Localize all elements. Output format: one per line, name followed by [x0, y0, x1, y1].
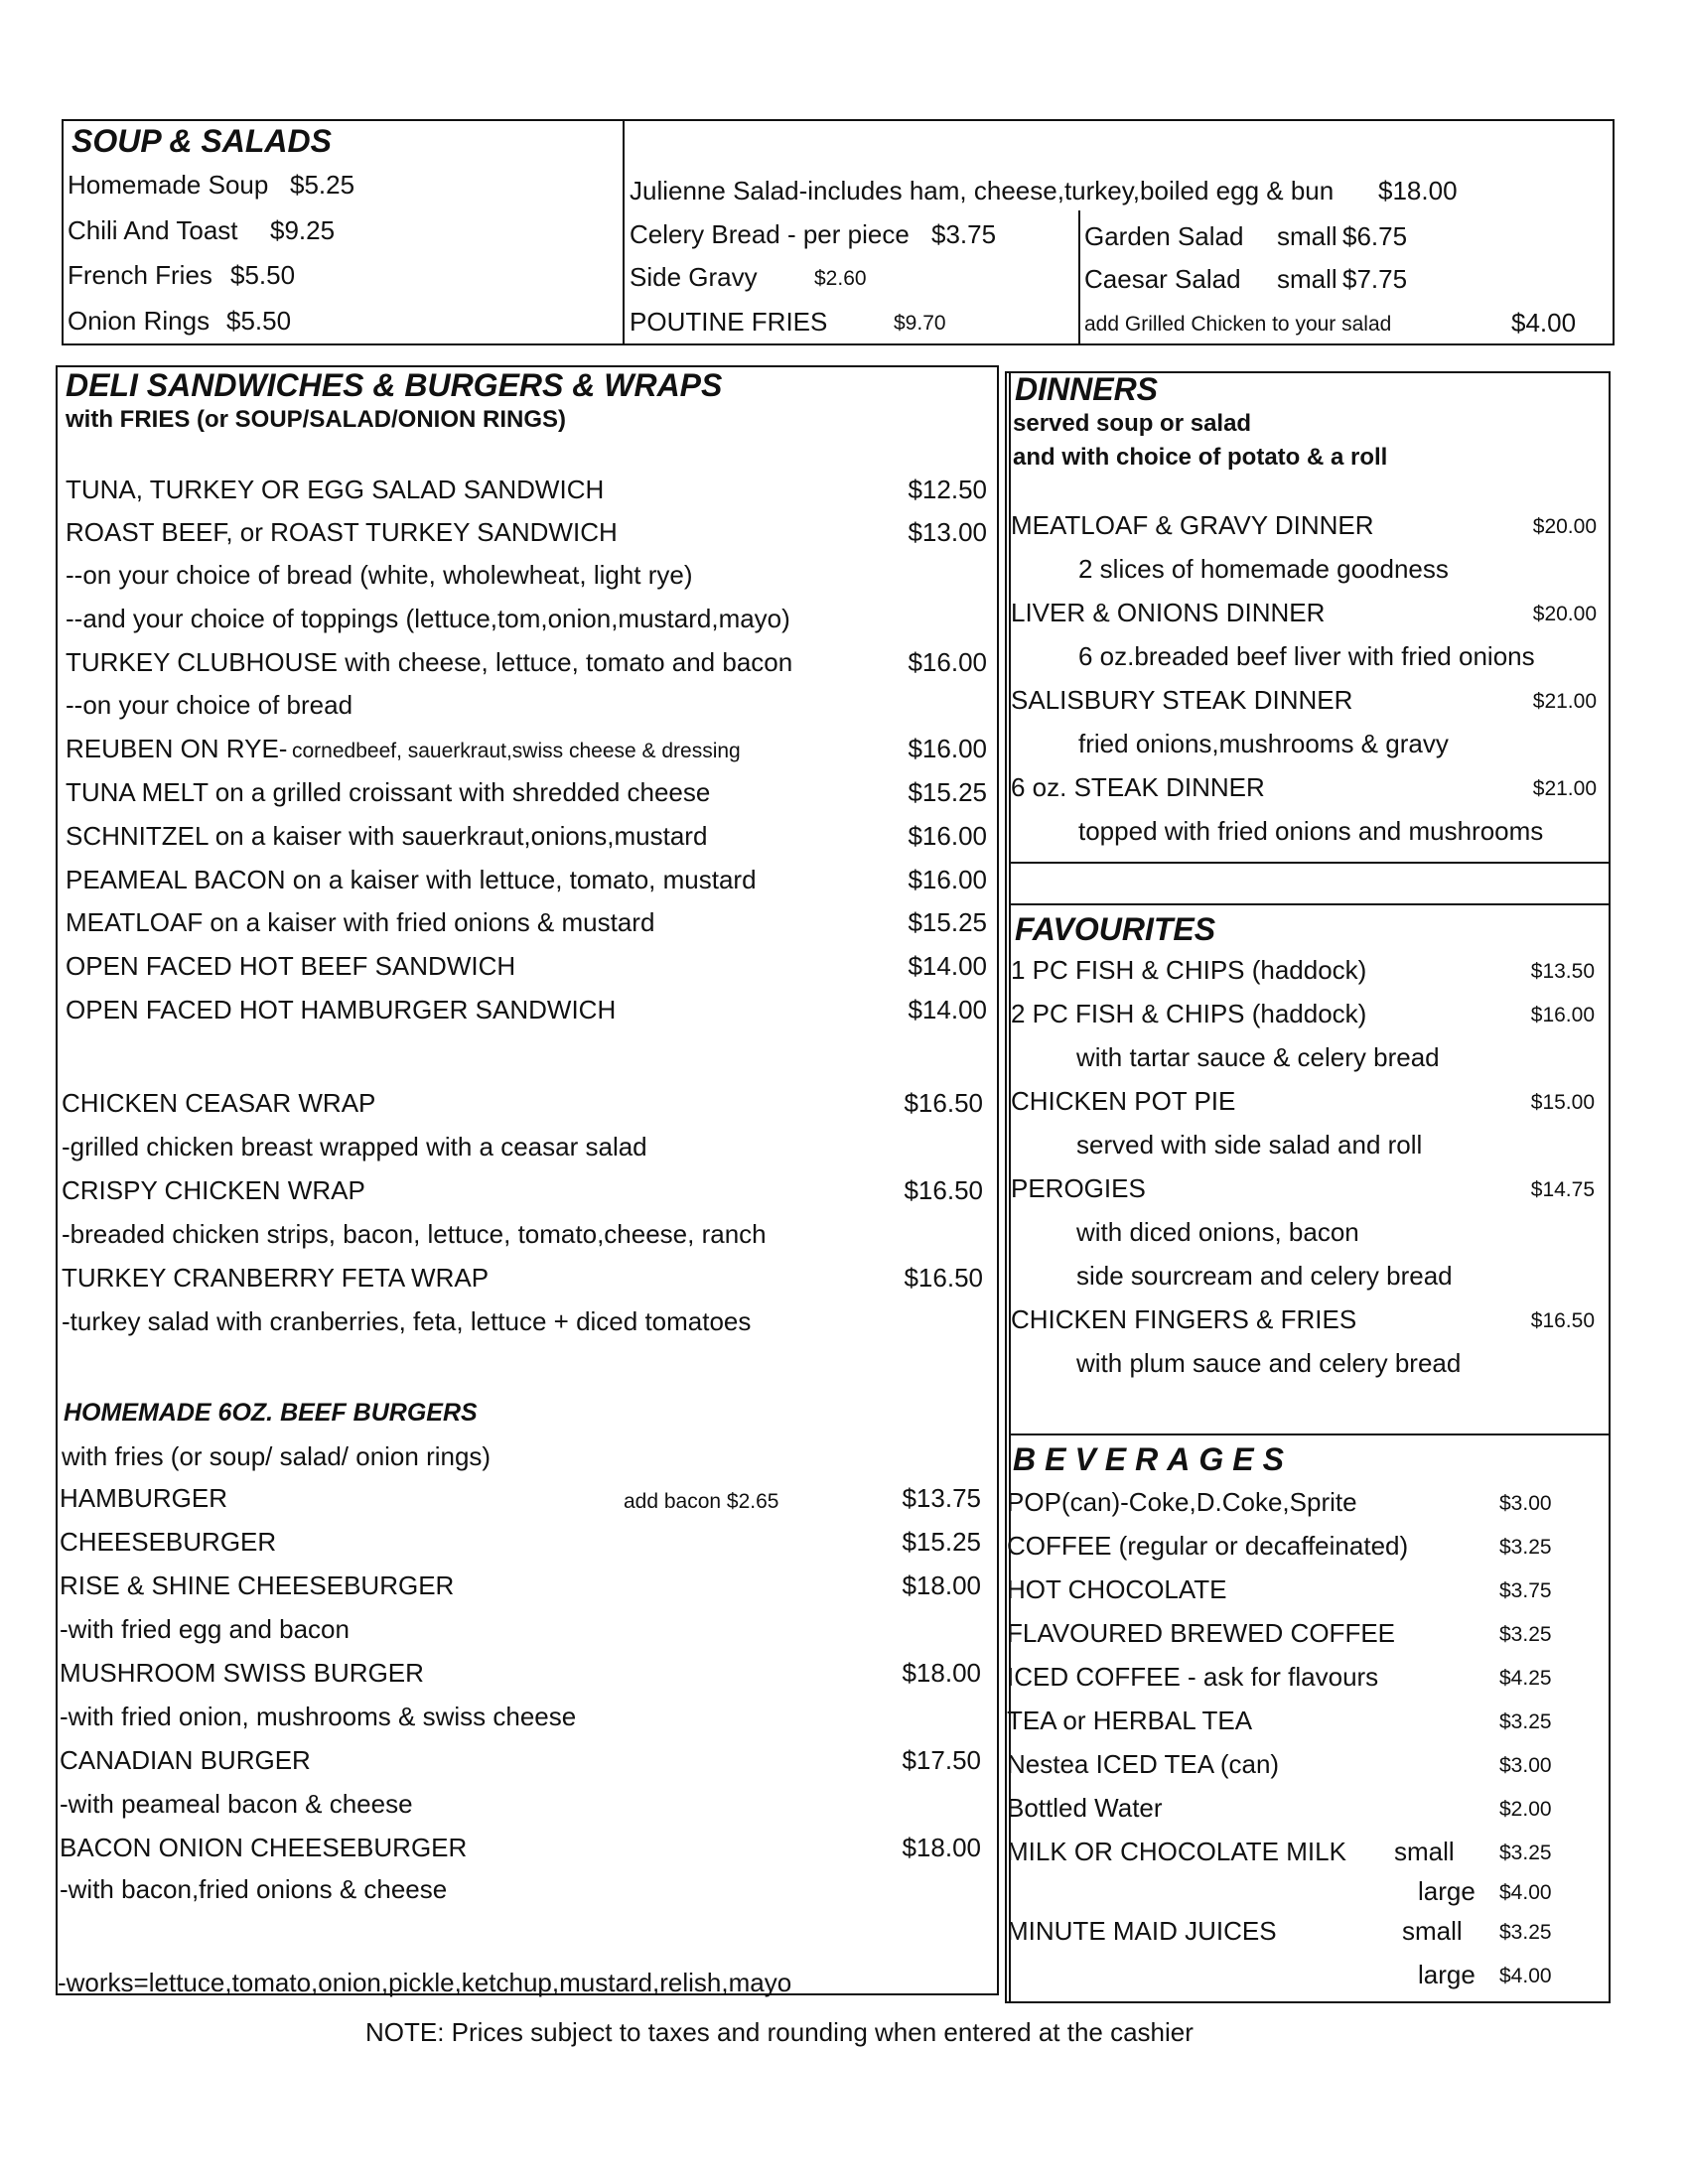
burger-item-text: CANADIAN BURGER	[60, 1745, 311, 1775]
add-chicken-price: $4.00	[1511, 308, 1577, 338]
favourite-item-text: with plum sauce and celery bread	[1076, 1348, 1462, 1378]
deli-title: DELI SANDWICHES & BURGERS & WRAPS	[66, 367, 723, 403]
right-salad-name: Garden Salad	[1084, 221, 1244, 251]
beverage-item-price: $3.00	[1499, 1492, 1552, 1515]
favourite-item-price: $16.50	[1530, 1309, 1595, 1332]
wrap-item-text: TURKEY CRANBERRY FETA WRAP	[62, 1263, 490, 1293]
beverage-item-text: MINUTE MAID JUICES	[1007, 1916, 1277, 1946]
beverage-item-price: $4.25	[1499, 1667, 1552, 1690]
beverage-item-price: $3.25	[1499, 1536, 1552, 1559]
favourite-item-text: with tartar sauce & celery bread	[1076, 1042, 1440, 1072]
favourite-item-price: $14.75	[1530, 1178, 1595, 1201]
dinner-item-text: 2 slices of homemade goodness	[1078, 554, 1449, 584]
deli-item-text: --on your choice of bread (white, wholewheat, light rye)	[66, 560, 693, 590]
deli-item-text: ROAST BEEF, or ROAST TURKEY SANDWICH	[66, 517, 618, 547]
favourite-item-text: 1 PC FISH & CHIPS (haddock)	[1011, 955, 1367, 985]
julienne-salad-price: $18.00	[1378, 176, 1458, 205]
deli-item-price: $16.00	[908, 734, 987, 763]
beverage-item-size: large	[1418, 1960, 1476, 1989]
beverage-item-price: $3.25	[1499, 1623, 1552, 1646]
favourite-item-text: CHICKEN POT PIE	[1011, 1086, 1236, 1116]
mid-item-price: $3.75	[931, 219, 997, 249]
beverage-item-text: HOT CHOCOLATE	[1007, 1574, 1227, 1604]
favourite-item-text: served with side salad and roll	[1076, 1130, 1423, 1160]
beverage-item-text: Nestea ICED TEA (can)	[1007, 1749, 1280, 1779]
beverage-item-price: $3.25	[1499, 1842, 1552, 1864]
burger-item-text: -with fried egg and bacon	[60, 1614, 350, 1644]
soup-divider	[623, 119, 625, 345]
soup-item-name: Chili And Toast	[68, 215, 238, 245]
favourite-item-price: $15.00	[1530, 1091, 1595, 1114]
burger-item-price: $15.25	[902, 1527, 981, 1557]
beverage-item-text: ICED COFFEE - ask for flavours	[1007, 1662, 1379, 1692]
soup-item-name: Homemade Soup	[68, 170, 269, 200]
deli-item-text: MEATLOAF on a kaiser with fried onions & mustard	[66, 907, 655, 937]
soup-item-price: $5.50	[230, 260, 296, 290]
deli-item-text: OPEN FACED HOT HAMBURGER SANDWICH	[66, 995, 617, 1024]
deli-item-text: --on your choice of bread	[66, 690, 353, 720]
beverage-item-price: $4.00	[1499, 1881, 1552, 1904]
beverage-item-text: MILK OR CHOCOLATE MILK	[1007, 1837, 1346, 1866]
burger-item-price: $17.50	[902, 1745, 981, 1775]
favourite-item-text: with diced onions, bacon	[1076, 1217, 1359, 1247]
salad-divider	[1078, 210, 1080, 345]
wrap-item-price: $16.50	[904, 1263, 983, 1293]
beverage-item-size: small	[1394, 1837, 1455, 1866]
right-salad-size: small	[1277, 264, 1337, 294]
prices-note: NOTE: Prices subject to taxes and rounding when entered at the cashier	[365, 2017, 1194, 2047]
dinner-item-text: fried onions,mushrooms & gravy	[1078, 729, 1449, 758]
burger-item-text: -with peameal bacon & cheese	[60, 1789, 413, 1819]
soup-item-name: French Fries	[68, 260, 212, 290]
dinner-item-price: $21.00	[1532, 777, 1597, 800]
deli-item-text: PEAMEAL BACON on a kaiser with lettuce, tomato, mustard	[66, 865, 757, 894]
burger-item-text: HAMBURGER	[60, 1483, 228, 1513]
dinner-item-text: 6 oz. STEAK DINNER	[1011, 772, 1265, 802]
deli-item-price: $13.00	[908, 517, 987, 547]
deli-item-text: OPEN FACED HOT BEEF SANDWICH	[66, 951, 516, 981]
favourites-title: FAVOURITES	[1015, 911, 1216, 947]
deli-item-text: TUNA, TURKEY OR EGG SALAD SANDWICH	[66, 475, 605, 504]
wrap-item-text: -grilled chicken breast wrapped with a ceasar salad	[62, 1132, 647, 1161]
mid-item-price: $9.70	[894, 312, 946, 335]
wrap-item-price: $16.50	[904, 1175, 983, 1205]
dinners-divider	[1009, 862, 1611, 864]
deli-item-price: $16.00	[908, 647, 987, 677]
deli-item-price: $15.25	[908, 907, 987, 937]
burger-item-text: BACON ONION CHEESEBURGER	[60, 1833, 468, 1862]
deli-item-price: $16.00	[908, 821, 987, 851]
right-salad-price: $6.75	[1342, 221, 1408, 251]
soup-salads-title: SOUP & SALADS	[71, 123, 332, 159]
dinner-item-price: $20.00	[1532, 515, 1597, 538]
burger-item-price: $18.00	[902, 1833, 981, 1862]
beverage-item-price: $3.75	[1499, 1579, 1552, 1602]
add-chicken-text: add Grilled Chicken to your salad	[1084, 313, 1392, 336]
beverage-item-text: FLAVOURED BREWED COFFEE	[1007, 1618, 1396, 1648]
mid-item-name: Side Gravy	[630, 262, 758, 292]
dinners-subtitle: served soup or salad	[1013, 410, 1252, 437]
deli-item-price: $14.00	[908, 951, 987, 981]
beverage-item-text: TEA or HERBAL TEA	[1007, 1706, 1253, 1735]
deli-subtitle: with FRIES (or SOUP/SALAD/ONION RINGS)	[66, 406, 567, 433]
dinner-item-price: $21.00	[1532, 690, 1597, 713]
dinners-subtitle: and with choice of potato & a roll	[1013, 444, 1388, 471]
burger-item-text: MUSHROOM SWISS BURGER	[60, 1658, 424, 1688]
add-bacon-note: add bacon $2.65	[624, 1490, 779, 1513]
deli-item-text: REUBEN ON RYE-	[66, 734, 288, 763]
beverage-item-size: large	[1418, 1876, 1476, 1906]
favourite-item-text: side sourcream and celery bread	[1076, 1261, 1453, 1291]
burger-item-price: $18.00	[902, 1658, 981, 1688]
deli-item-text: TUNA MELT on a grilled croissant with shredded cheese	[66, 777, 711, 807]
beverage-item-price: $2.00	[1499, 1798, 1552, 1821]
right-salad-price: $7.75	[1342, 264, 1408, 294]
favourite-item-price: $16.00	[1530, 1004, 1595, 1026]
beverage-item-text: Bottled Water	[1007, 1793, 1163, 1823]
deli-item-text: SCHNITZEL on a kaiser with sauerkraut,onions,mustard	[66, 821, 708, 851]
wrap-item-text: -turkey salad with cranberries, feta, lettuce + diced tomatoes	[62, 1306, 752, 1336]
favourite-item-text: 2 PC FISH & CHIPS (haddock)	[1011, 999, 1367, 1028]
wrap-item-text: -breaded chicken strips, bacon, lettuce, tomato,cheese, ranch	[62, 1219, 767, 1249]
julienne-salad-name: Julienne Salad-includes ham, cheese,turkey,boiled egg & bun	[630, 176, 1335, 205]
burger-item-text: -with fried onion, mushrooms & swiss cheese	[60, 1702, 577, 1731]
burger-item-text: RISE & SHINE CHEESEBURGER	[60, 1570, 455, 1600]
mid-item-price: $2.60	[814, 267, 867, 290]
dinner-item-price: $20.00	[1532, 603, 1597, 625]
favourite-item-text: PEROGIES	[1011, 1173, 1146, 1203]
mid-item-name: Celery Bread - per piece	[630, 219, 910, 249]
soup-item-price: $9.25	[270, 215, 336, 245]
right-salad-size: small	[1277, 221, 1337, 251]
deli-item-price: $14.00	[908, 995, 987, 1024]
dinner-item-text: MEATLOAF & GRAVY DINNER	[1011, 510, 1374, 540]
burgers-subtitle: with fries (or soup/ salad/ onion rings)	[62, 1441, 492, 1471]
soup-item-name: Onion Rings	[68, 306, 211, 336]
soup-item-price: $5.50	[226, 306, 292, 336]
soup-item-price: $5.25	[290, 170, 355, 200]
dinner-item-text: topped with fried onions and mushrooms	[1078, 816, 1544, 846]
wrap-item-text: CHICKEN CEASAR WRAP	[62, 1088, 376, 1118]
deli-item-text: --and your choice of toppings (lettuce,tom,onion,mustard,mayo)	[66, 604, 790, 633]
favourites-divider	[1009, 1433, 1611, 1435]
right-salad-name: Caesar Salad	[1084, 264, 1241, 294]
deli-item-price: $16.00	[908, 865, 987, 894]
wrap-item-text: CRISPY CHICKEN WRAP	[62, 1175, 365, 1205]
wrap-item-price: $16.50	[904, 1088, 983, 1118]
beverages-title: BEVERAGES	[1013, 1441, 1293, 1477]
dinners-title: DINNERS	[1015, 371, 1159, 407]
favourite-item-text: CHICKEN FINGERS & FRIES	[1011, 1304, 1357, 1334]
deli-item-text: TURKEY CLUBHOUSE with cheese, lettuce, tomato and bacon	[66, 647, 793, 677]
deli-item-detail: cornedbeef, sauerkraut,swiss cheese & dressing	[292, 740, 741, 762]
deli-item-price: $12.50	[908, 475, 987, 504]
burger-item-price: $18.00	[902, 1570, 981, 1600]
beverage-item-price: $3.25	[1499, 1921, 1552, 1944]
beverage-item-text: POP(can)-Coke,D.Coke,Sprite	[1007, 1487, 1357, 1517]
beverage-item-price: $3.00	[1499, 1754, 1552, 1777]
burgers-title: HOMEMADE 6OZ. BEEF BURGERS	[64, 1399, 478, 1427]
works-note: -works=lettuce,tomato,onion,pickle,ketchup,mustard,relish,mayo	[58, 1968, 792, 1997]
beverage-item-price: $4.00	[1499, 1965, 1552, 1987]
spacer-divider	[1009, 903, 1611, 905]
burger-item-text: -with bacon,fried onions & cheese	[60, 1874, 448, 1904]
dinner-item-text: SALISBURY STEAK DINNER	[1011, 685, 1353, 715]
mid-item-name: POUTINE FRIES	[630, 307, 828, 337]
favourite-item-price: $13.50	[1530, 960, 1595, 983]
dinner-item-text: LIVER & ONIONS DINNER	[1011, 598, 1326, 627]
dinner-item-text: 6 oz.breaded beef liver with fried onions	[1078, 641, 1535, 671]
beverage-item-size: small	[1402, 1916, 1463, 1946]
burger-item-text: CHEESEBURGER	[60, 1527, 277, 1557]
beverage-item-price: $3.25	[1499, 1710, 1552, 1733]
burger-item-price: $13.75	[902, 1483, 981, 1513]
beverage-item-text: COFFEE (regular or decaffeinated)	[1007, 1531, 1409, 1561]
deli-item-price: $15.25	[908, 777, 987, 807]
